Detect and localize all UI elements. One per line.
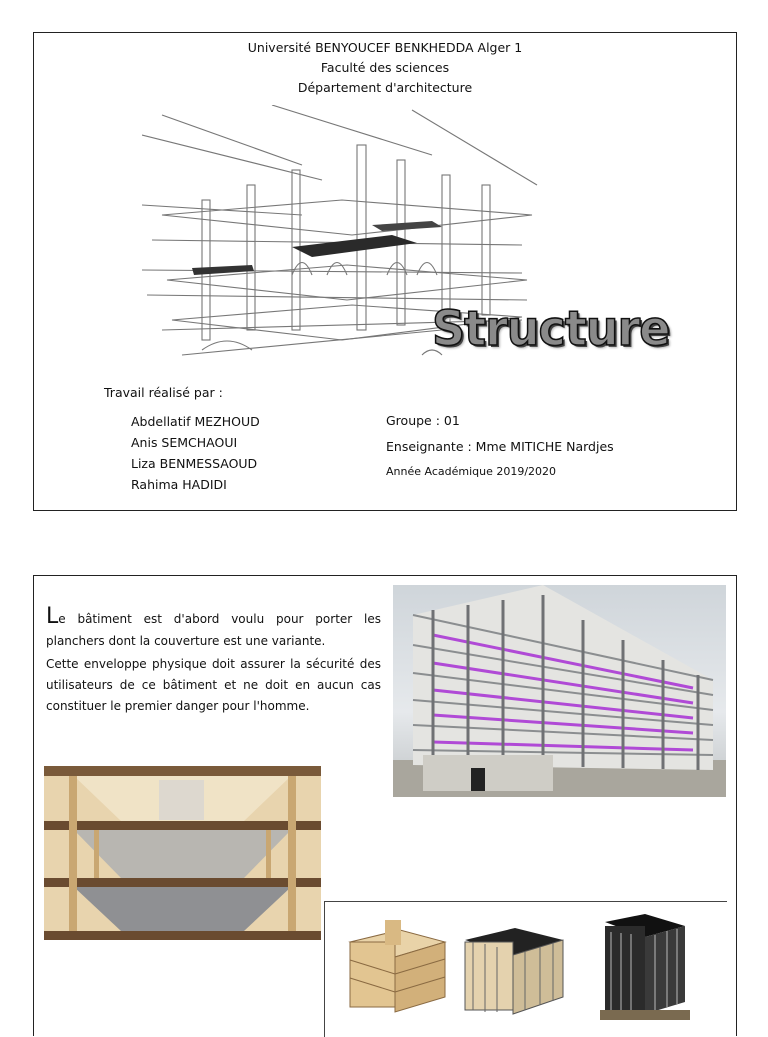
construction-building-photo	[393, 585, 726, 797]
author-name: Rahima HADIDI	[131, 477, 227, 492]
timber-section-render	[44, 766, 321, 940]
intro-paragraph-text: e bâtiment est d'abord voulu pour porter les planchers dont la couverture est une variante.	[46, 612, 381, 648]
author-name: Liza BENMESSAOUD	[131, 456, 258, 471]
content-page	[33, 575, 737, 1036]
safety-paragraph: Cette enveloppe physique doit assurer la sécurité des utilisateurs de ce bâtiment et ne doit en aucun cas constituer le premier danger pour l'homme.	[46, 657, 381, 713]
cover-page	[33, 32, 737, 511]
faculty-name: Faculté des sciences	[320, 60, 450, 75]
author-name: Abdellatif MEZHOUD	[131, 414, 260, 429]
author-name: Anis SEMCHAOUI	[131, 435, 238, 450]
university-name: Université BENYOUCEF BENKHEDDA Alger 1	[247, 40, 523, 55]
department-name: Département d'architecture	[297, 80, 473, 95]
author-list	[131, 411, 260, 495]
dropcap-letter: L	[46, 604, 59, 629]
group-number: Groupe : 01	[386, 413, 460, 428]
intro-paragraph	[46, 604, 381, 652]
teacher-name: Enseignante : Mme MITICHE Nardjes	[386, 439, 614, 454]
intro-text	[46, 604, 381, 719]
institution-header	[34, 38, 736, 98]
project-info	[386, 411, 614, 481]
credits-label: Travail réalisé par :	[104, 385, 223, 400]
structure-title-art: Structure	[432, 299, 670, 357]
building-model-stages	[324, 901, 727, 1037]
academic-year: Année Académique 2019/2020	[386, 465, 557, 478]
